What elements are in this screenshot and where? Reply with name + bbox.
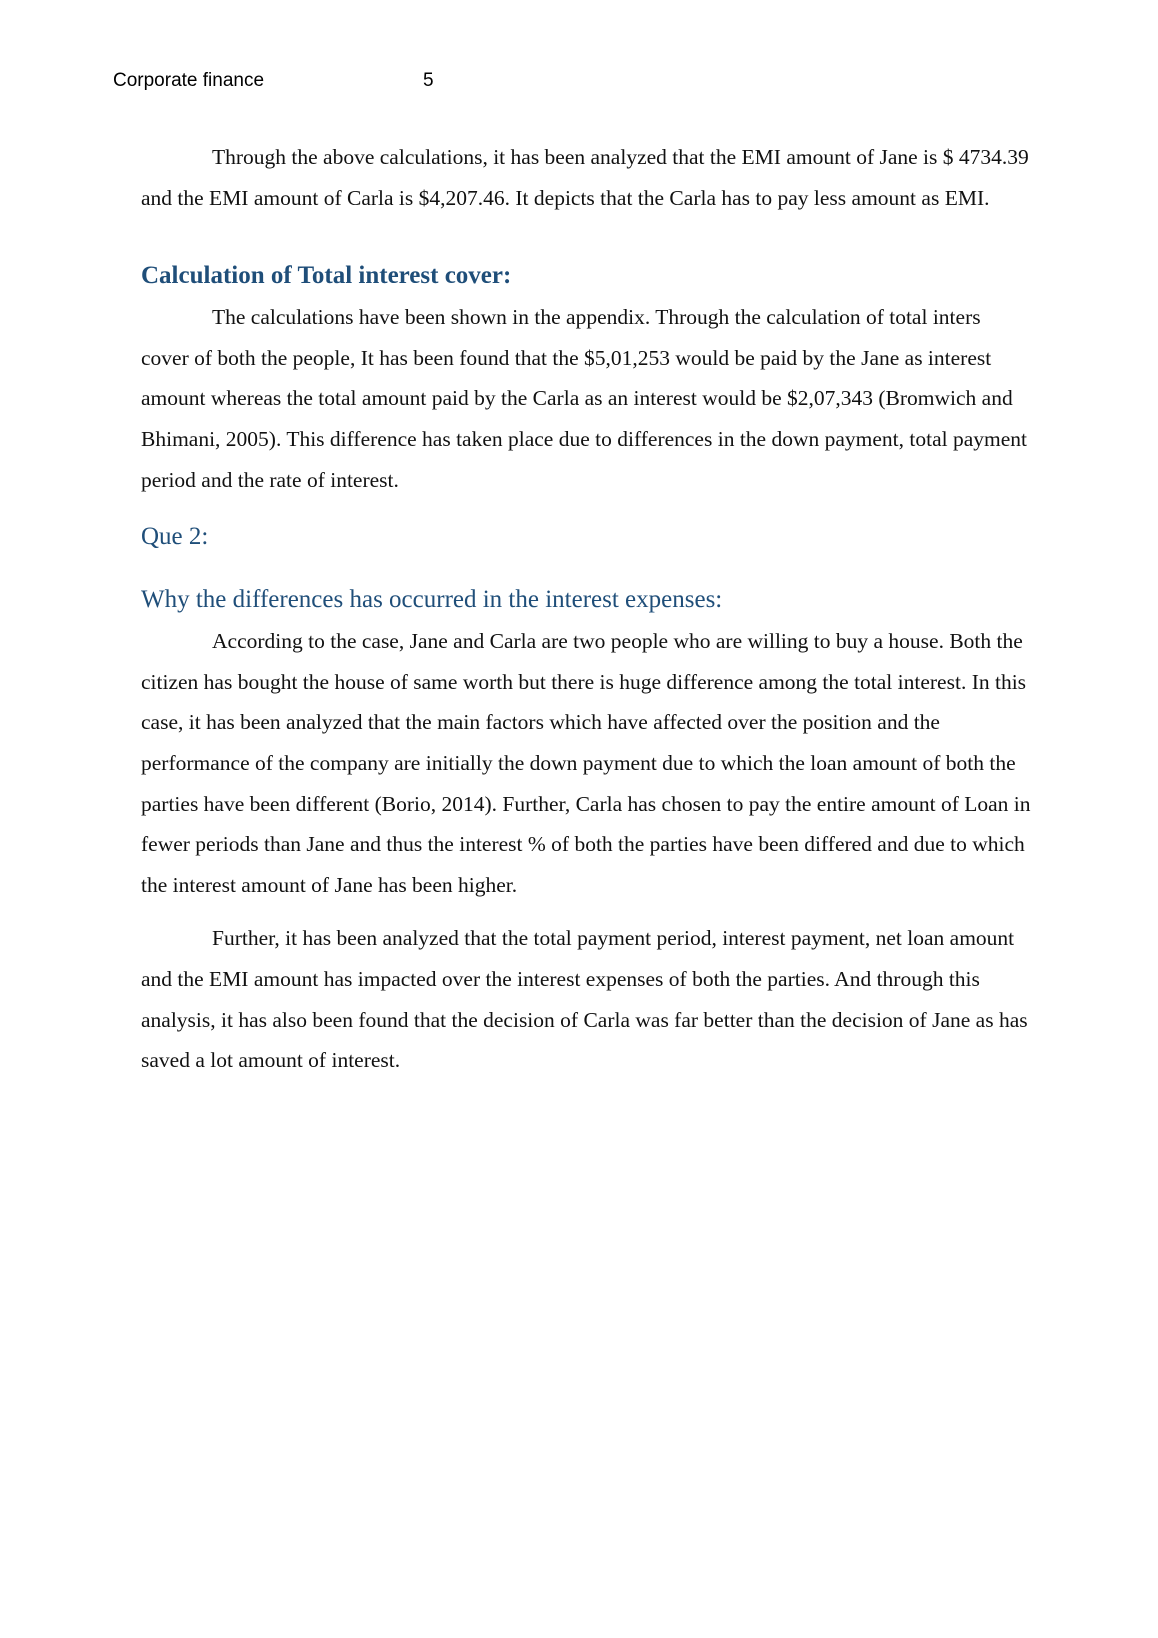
paragraph-total-interest: The calculations have been shown in the appendix. Through the calculation of total inters cover of both the people, It has been found that the $5,01,253 would be paid by the Jane as interest amount whereas the total amount paid by the Carla as an interest would be $2,07,343 (Bromwich and Bhimani, 2005). This difference has taken place due to differences in the down payment, total payment period and the rate of interest. <box>141 305 1028 492</box>
paragraph-conclusion: Further, it has been analyzed that the total payment period, interest payment, net loan amount and the EMI amount has impacted over the interest expenses of both the parties. And through this analysis, it has also been found that the decision of Carla was far better than the decision of Jane as has saved a lot amount of interest. <box>141 926 1028 1073</box>
heading-question-2: Que 2: <box>141 523 209 551</box>
paragraph-case-analysis: According to the case, Jane and Carla are two people who are willing to buy a house. Both the citizen has bought the house of same worth but there is huge difference among the total interest. In this case, it has been analyzed that the main factors which have affected over the position and the performance of the company are initially the down payment due to which the loan amount of both the parties have been different (Borio, 2014). Further, Carla has chosen to pay the entire amount of Loan in fewer periods than Jane and thus the interest % of both the parties have been differed and due to which the interest amount of Jane has been higher. <box>141 629 1031 897</box>
heading-total-interest-cover: Calculation of Total interest cover: <box>141 262 512 290</box>
header-title: Corporate finance <box>113 70 265 91</box>
document-body <box>141 137 1031 1081</box>
heading-why-differences: Why the differences has occurred in the interest expenses: <box>141 586 723 614</box>
page-number: 5 <box>423 70 434 91</box>
paragraph-emi-summary: Through the above calculations, it has been analyzed that the EMI amount of Jane is $ 4734.39 and the EMI amount of Carla is $4,207.46. It depicts that the Carla has to pay less amount as EMI. <box>141 145 1029 210</box>
